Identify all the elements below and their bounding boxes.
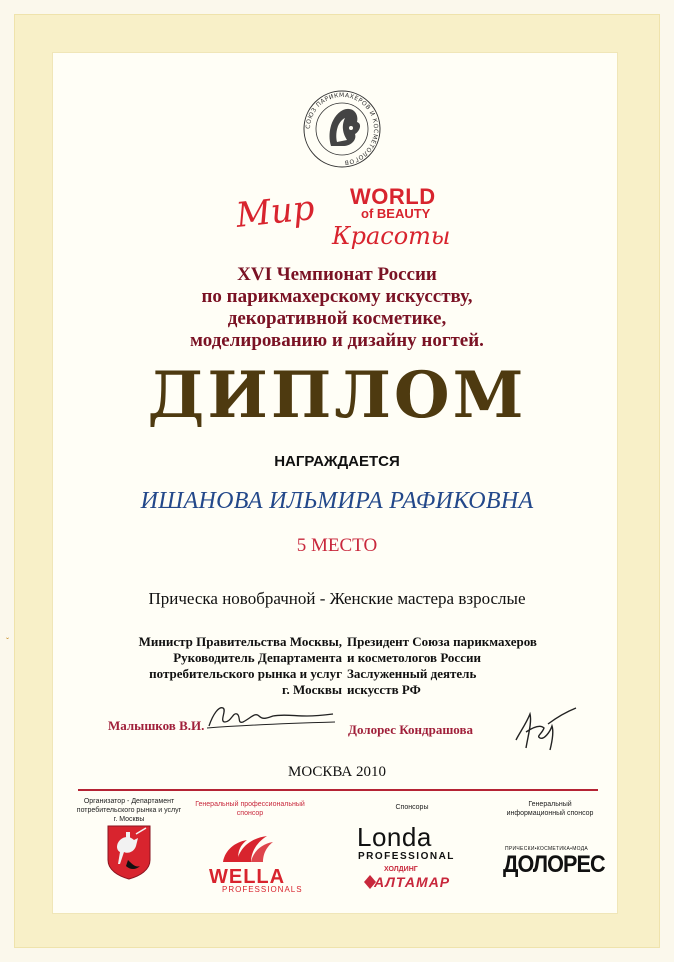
city-year: МОСКВА 2010 bbox=[287, 764, 386, 780]
position-line: Заслуженный деятель bbox=[347, 666, 477, 681]
dolores-wordmark: ДОЛОРЕС bbox=[503, 851, 605, 878]
caption-line: потребительского рынка и услуг bbox=[76, 807, 182, 814]
diploma-title: ДИПЛОМ bbox=[147, 358, 527, 433]
right-signature-icon bbox=[510, 702, 580, 754]
caption-line: информационный спонсор bbox=[506, 810, 594, 817]
position-line: и косметологов России bbox=[347, 650, 481, 665]
londa-wordmark: Londa bbox=[357, 822, 432, 852]
caption-line: Организатор - Департамент bbox=[83, 798, 175, 805]
diploma-sheet bbox=[52, 52, 618, 914]
moscow-coat-of-arms-icon bbox=[106, 824, 152, 880]
logo-world-text: WORLD bbox=[350, 184, 436, 209]
footer-divider bbox=[78, 789, 598, 791]
position-line: Руководитель Департамента bbox=[173, 650, 342, 665]
caption-line: г. Москвы bbox=[113, 816, 145, 823]
place-label: 5 МЕСТО bbox=[296, 535, 378, 556]
position-line: потребительского рынка и услуг bbox=[149, 666, 342, 681]
organizer-caption bbox=[74, 797, 184, 824]
championship-heading bbox=[100, 264, 574, 352]
margin-mark: ˇ bbox=[6, 636, 9, 646]
logo-of-beauty-text: of BEAUTY bbox=[361, 206, 431, 221]
position-line: г. Москвы bbox=[282, 682, 342, 697]
left-signer-position bbox=[82, 634, 342, 698]
caption-line: спонсор bbox=[236, 810, 264, 817]
championship-line: по парикмахерскому искусству, bbox=[201, 286, 473, 307]
general-pro-sponsor-caption bbox=[190, 800, 310, 818]
awarded-label: НАГРАЖДАЕТСЯ bbox=[274, 453, 400, 470]
holding-label: ХОЛДИНГ bbox=[384, 866, 418, 873]
altamar-wordmark: АЛТАМАР bbox=[374, 874, 451, 890]
position-line: Министр Правительства Москвы, bbox=[138, 634, 342, 649]
position-line: Президент Союза парикмахеров bbox=[347, 634, 537, 649]
caption-line: Генеральный профессиональный bbox=[195, 801, 305, 808]
right-signer-name: Долорес Кондрашова bbox=[348, 722, 473, 737]
wella-wordmark: WELLA bbox=[209, 866, 286, 888]
championship-line: XVI Чемпионат России bbox=[237, 264, 437, 285]
recipient-name: ИШАНОВА ИЛЬМИРА РАФИКОВНА bbox=[140, 488, 534, 514]
left-signer-name: Малышков В.И. bbox=[108, 718, 205, 733]
londa-subtitle: PROFESSIONAL bbox=[358, 851, 455, 862]
sponsors-caption: Спонсоры bbox=[395, 804, 429, 811]
championship-line: моделированию и дизайну ногтей. bbox=[190, 330, 484, 351]
left-signature-icon bbox=[203, 700, 338, 734]
position-line: искусств РФ bbox=[347, 682, 421, 697]
category-text: Прическа новобрачной - Женские мастера взрослые bbox=[148, 589, 526, 608]
logo-script-krasoty: Красоты bbox=[332, 222, 451, 250]
general-info-sponsor-caption bbox=[490, 800, 610, 818]
dolores-tagline: ПРИЧЕСКИ•КОСМЕТИКА•МОДА bbox=[505, 846, 589, 852]
right-signer-position bbox=[347, 634, 607, 698]
emblem-ring-text: СОЮЗ ПАРИКМАХЕРОВ И КОСМЕТОЛОГОВ bbox=[304, 91, 380, 166]
union-emblem-icon bbox=[301, 88, 383, 170]
caption-line: Генеральный bbox=[528, 801, 572, 808]
logo-script-mir: Мир bbox=[234, 188, 317, 236]
wella-logo-icon bbox=[213, 832, 277, 864]
wella-subtitle: PROFESSIONALS bbox=[222, 885, 303, 894]
championship-line: декоративной косметике, bbox=[227, 308, 447, 329]
